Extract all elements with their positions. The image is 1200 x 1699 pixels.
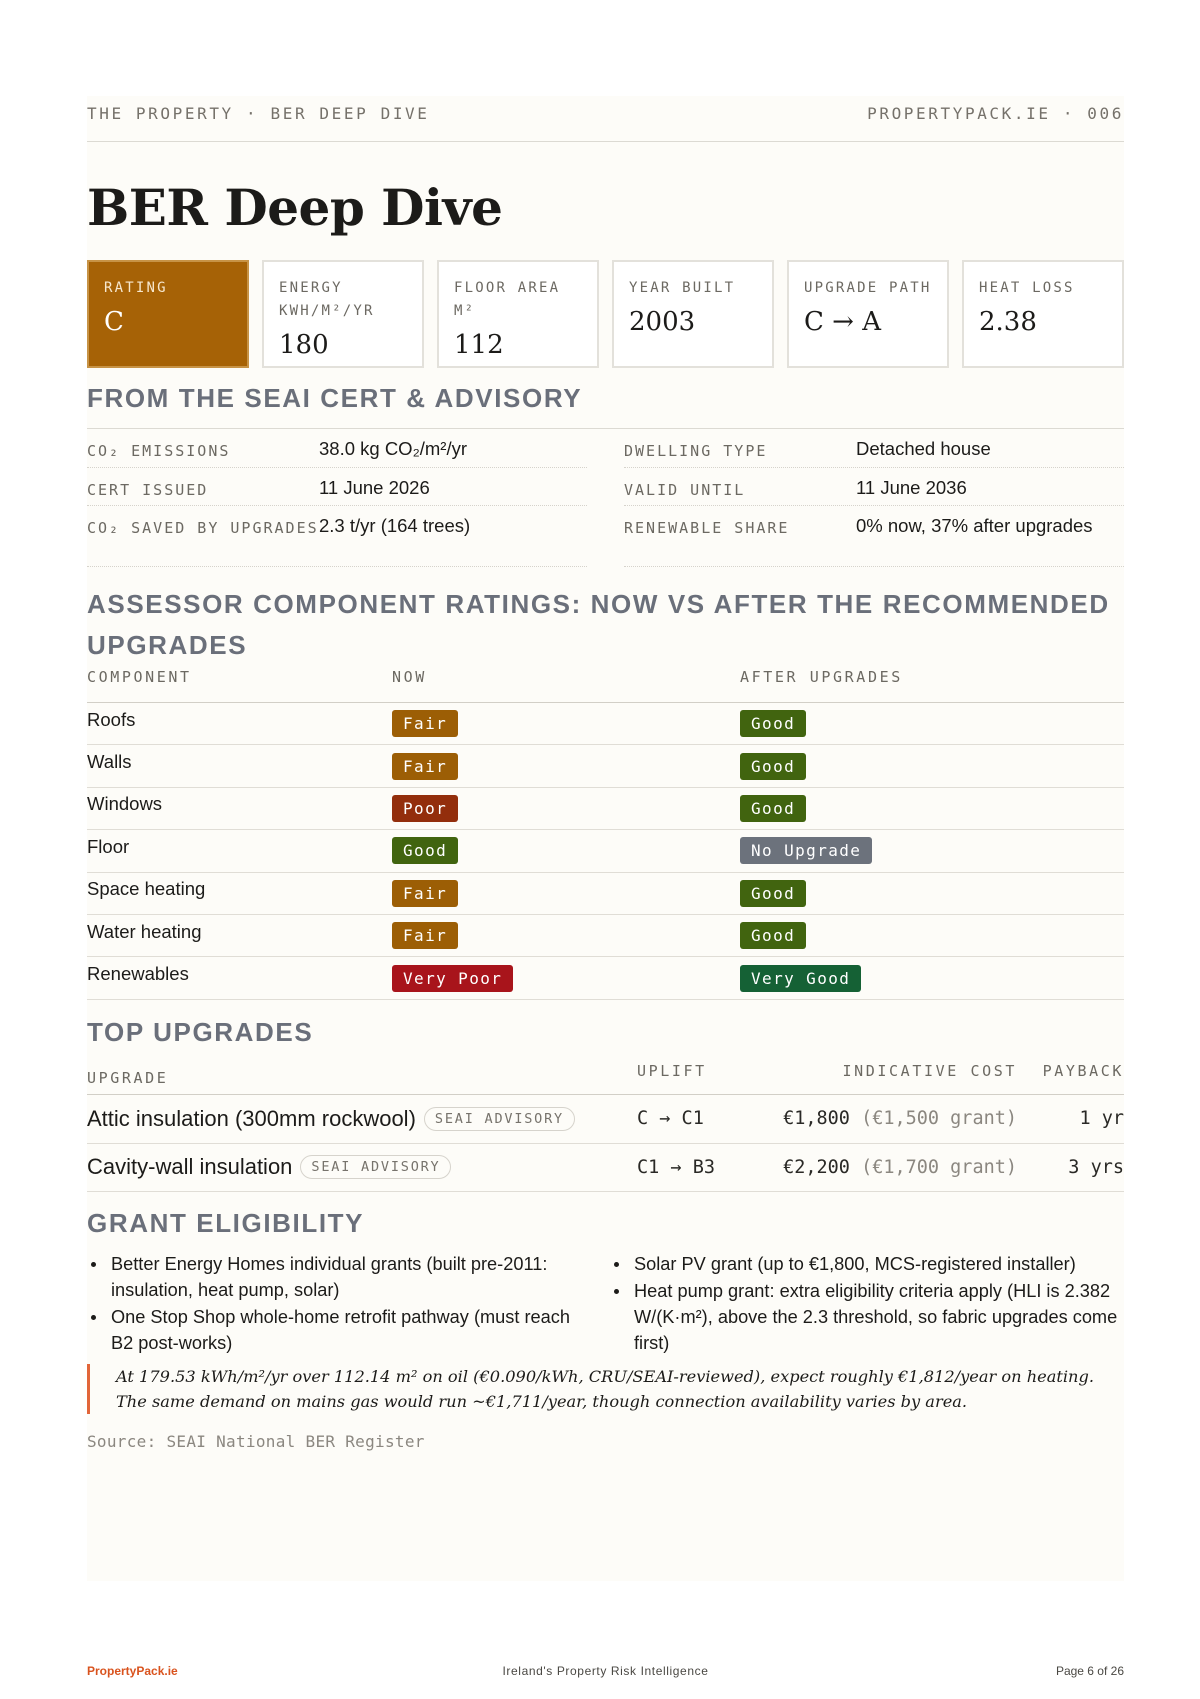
page-title: BER Deep Dive — [87, 178, 503, 237]
kpi-value: C → A — [804, 307, 881, 337]
rating-pill-after: Very Good — [740, 965, 861, 992]
kpi-label: RATING — [104, 280, 168, 296]
cert-row — [624, 506, 1124, 567]
cert-row — [87, 506, 587, 567]
rating-pill-now: Fair — [392, 753, 458, 780]
kpi-value: 2003 — [629, 307, 696, 337]
section-heading-grants: GRANT ELIGIBILITY — [87, 1208, 365, 1238]
footer-page-number: Page 6 of 26 — [1055, 1664, 1124, 1678]
kpi-label: HEAT LOSS — [979, 280, 1075, 296]
cert-value: 11 June 2036 — [856, 477, 967, 498]
cert-value: 0% now, 37% after upgrades — [856, 515, 1093, 536]
kpi-card-year-built — [612, 260, 774, 368]
upgrade-name: Attic insulation (300mm rockwool) — [87, 1105, 416, 1131]
rating-pill-now: Fair — [392, 880, 458, 907]
rating-pill-now: Very Poor — [392, 965, 513, 992]
grant-note: (€1,700 grant) — [861, 1156, 1017, 1178]
rating-pill-now: Fair — [392, 710, 458, 737]
cert-key: CO₂ EMISSIONS — [87, 442, 231, 460]
cert-key: DWELLING TYPE — [624, 442, 768, 460]
cert-row — [624, 468, 1124, 506]
component-name: Windows — [87, 793, 163, 815]
table-row — [87, 1144, 1124, 1193]
kpi-card-heat-loss — [962, 260, 1124, 368]
component-ratings-table — [87, 668, 1124, 1000]
rating-pill-now: Fair — [392, 922, 458, 949]
running-header-left: THE PROPERTY · BER DEEP DIVE — [87, 104, 430, 123]
kpi-card-floor-area — [437, 260, 599, 368]
table-header — [87, 668, 1124, 703]
grant-note: (€1,500 grant) — [861, 1108, 1017, 1130]
cert-value: 2.3 t/yr (164 trees) — [319, 515, 471, 536]
kpi-card-upgrade-path — [787, 260, 949, 368]
cost-value: €2,200 — [783, 1156, 850, 1178]
seai-advisory-tag: SEAI ADVISORY — [424, 1107, 575, 1131]
upgrade-cost — [747, 1157, 1017, 1178]
cert-row — [87, 468, 587, 506]
kpi-value: 180 — [279, 330, 329, 360]
kpi-value: C — [104, 307, 124, 337]
cert-value: Detached house — [856, 438, 991, 459]
table-row — [87, 788, 1124, 830]
kpi-value: 112 — [454, 330, 504, 360]
rating-pill-after: Good — [740, 880, 806, 907]
column-header-after: AFTER UPGRADES — [740, 668, 903, 686]
component-name: Renewables — [87, 963, 189, 985]
kpi-label: ENERGY KWH/M²/YR — [279, 280, 375, 319]
grant-list-left — [87, 1251, 587, 1357]
column-header-upgrade: UPGRADE — [87, 1069, 169, 1087]
cost-value: €1,800 — [783, 1108, 850, 1130]
list-item: One Stop Shop whole-home retrofit pathway (must reach B2 post-works) — [87, 1304, 587, 1356]
table-row — [87, 957, 1124, 999]
table-row — [87, 915, 1124, 957]
cert-row — [87, 429, 587, 468]
component-name: Floor — [87, 835, 130, 857]
page-footer — [87, 1664, 1124, 1684]
upgrade-payback: 3 yrs — [1068, 1156, 1124, 1178]
table-row — [87, 873, 1124, 915]
rating-pill-after: Good — [740, 795, 806, 822]
table-header — [87, 1062, 1124, 1095]
table-row — [87, 703, 1124, 745]
kpi-label: UPGRADE PATH — [804, 280, 932, 296]
source-note: Source: SEAI National BER Register — [87, 1432, 425, 1451]
running-header-right: PROPERTYPACK.IE · 006 — [867, 104, 1124, 123]
column-header-uplift: UPLIFT — [637, 1062, 707, 1080]
footer-brand: PropertyPack.ie — [87, 1664, 178, 1678]
rating-pill-now: Good — [392, 837, 458, 864]
upgrade-uplift: C1 → B3 — [637, 1156, 715, 1178]
cert-key: VALID UNTIL — [624, 481, 746, 499]
cert-row — [624, 429, 1124, 468]
column-header-component: COMPONENT — [87, 668, 192, 686]
list-item: Solar PV grant (up to €1,800, MCS-registered installer) — [610, 1251, 1124, 1277]
list-item: Heat pump grant: extra eligibility criteria apply (HLI is 2.382 W/(K·m²), above the 2.3 threshold, so fabric upgrades come first) — [610, 1278, 1124, 1356]
top-upgrades-table — [87, 1062, 1124, 1192]
section-heading-upgrades: TOP UPGRADES — [87, 1017, 314, 1047]
component-name: Space heating — [87, 878, 206, 900]
cert-key: CERT ISSUED — [87, 481, 209, 499]
upgrade-cost — [747, 1108, 1017, 1129]
footer-tagline: Ireland's Property Risk Intelligence — [502, 1664, 709, 1678]
cert-value: 11 June 2026 — [319, 477, 430, 498]
cert-key: RENEWABLE SHARE — [624, 519, 790, 537]
column-header-now: NOW — [392, 668, 427, 686]
kpi-card-energy — [262, 260, 424, 368]
section-heading-cert: FROM THE SEAI CERT & ADVISORY — [87, 383, 583, 413]
table-row — [87, 1095, 1124, 1144]
list-item: Better Energy Homes individual grants (built pre-2011: insulation, heat pump, solar) — [87, 1251, 587, 1303]
upgrade-payback: 1 yr — [1079, 1108, 1124, 1130]
table-row — [87, 745, 1124, 787]
kpi-value: 2.38 — [979, 307, 1037, 337]
rating-pill-after: Good — [740, 922, 806, 949]
kpi-label: YEAR BUILT — [629, 280, 736, 296]
table-row — [87, 830, 1124, 872]
running-header — [87, 104, 1124, 142]
kpi-label: FLOOR AREA M² — [454, 280, 561, 319]
cert-column-left — [87, 429, 587, 567]
cert-key: CO₂ SAVED BY UPGRADES — [87, 519, 319, 537]
upgrade-uplift: C → C1 — [637, 1108, 704, 1130]
component-name: Water heating — [87, 920, 202, 942]
component-name: Roofs — [87, 708, 136, 730]
rating-pill-now: Poor — [392, 795, 458, 822]
column-header-payback: PAYBACK — [1042, 1062, 1124, 1080]
seai-advisory-tag: SEAI ADVISORY — [300, 1155, 451, 1179]
cert-details — [87, 428, 1124, 537]
component-name: Walls — [87, 751, 132, 773]
section-heading-ratings: ASSESSOR COMPONENT RATINGS: NOW VS AFTER THE RECOMMENDED UPGRADES — [87, 589, 1110, 660]
rating-pill-after: Good — [740, 710, 806, 737]
cert-column-right — [624, 429, 1124, 567]
rating-pill-after: Good — [740, 753, 806, 780]
upgrade-name: Cavity-wall insulation — [87, 1154, 293, 1180]
heating-cost-callout: At 179.53 kWh/m²/yr over 112.14 m² on oil (€0.090/kWh, CRU/SEAI-reviewed), expect roughly €1,812/year on heating. The same demand on mains gas would run ~€1,711/year, though connection availability varies by area. — [87, 1364, 1124, 1414]
kpi-card-rating — [87, 260, 249, 368]
cert-value: 38.0 kg CO₂/m²/yr — [319, 438, 468, 459]
column-header-cost: INDICATIVE COST — [842, 1062, 1017, 1080]
kpi-row — [87, 260, 1124, 368]
rating-pill-after: No Upgrade — [740, 837, 872, 864]
grant-list-right — [610, 1251, 1124, 1357]
